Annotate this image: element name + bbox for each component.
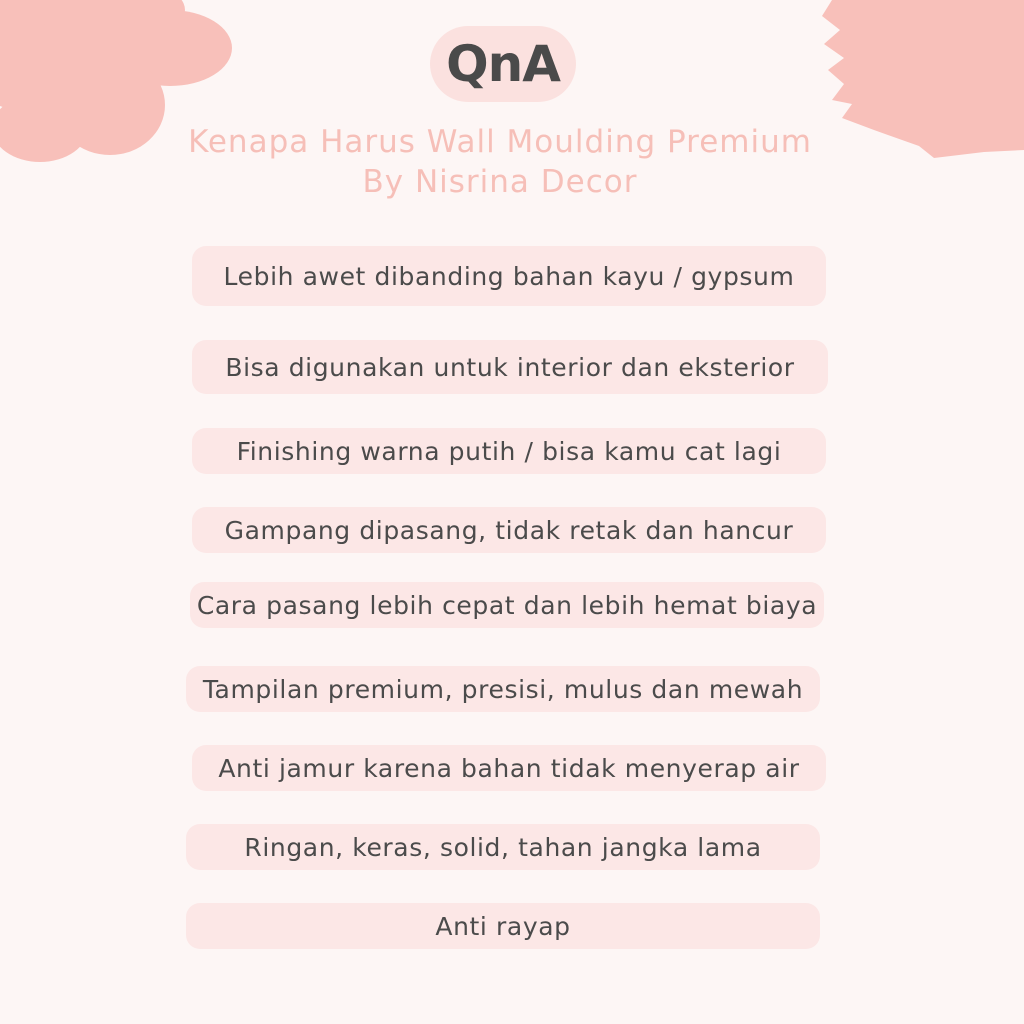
list-item: Bisa digunakan untuk interior dan eksterior	[192, 340, 828, 394]
list-item: Finishing warna putih / bisa kamu cat lagi	[192, 428, 826, 474]
badge-title: QnA	[446, 35, 560, 93]
subtitle-line-2: By Nisrina Decor	[362, 164, 638, 200]
list-item: Anti jamur karena bahan tidak menyerap air	[192, 745, 826, 791]
qna-badge	[430, 26, 576, 102]
subtitle-line-1: Kenapa Harus Wall Moulding Premium	[188, 124, 812, 160]
list-item: Gampang dipasang, tidak retak dan hancur	[192, 507, 826, 553]
list-item: Tampilan premium, presisi, mulus dan mewah	[186, 666, 820, 712]
page-subtitle	[0, 122, 1000, 202]
list-item: Ringan, keras, solid, tahan jangka lama	[186, 824, 820, 870]
list-item: Anti rayap	[186, 903, 820, 949]
list-item: Lebih awet dibanding bahan kayu / gypsum	[192, 246, 826, 306]
list-item: Cara pasang lebih cepat dan lebih hemat biaya	[190, 582, 824, 628]
